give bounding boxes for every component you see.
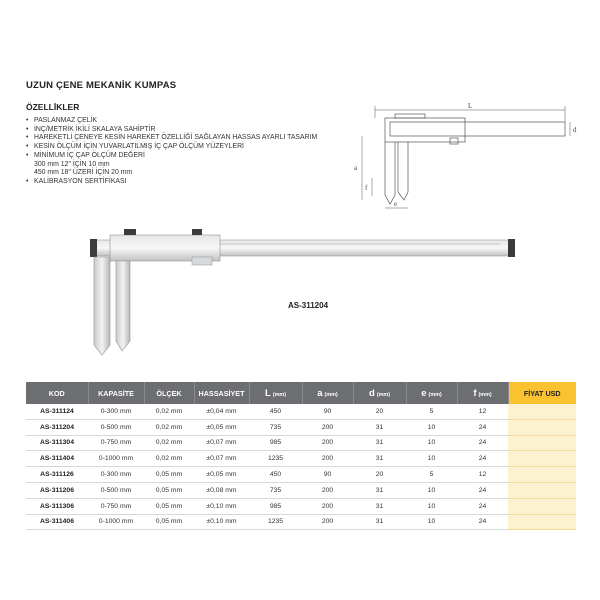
table-cell: 0-500 mm: [88, 482, 144, 498]
dimension-label-f: f: [365, 184, 368, 192]
column-header-label: L: [265, 387, 271, 399]
table-cell: 1235: [249, 451, 302, 467]
table-cell: 10: [406, 419, 457, 435]
table-header-row: [26, 382, 576, 404]
column-header: [302, 382, 353, 404]
product-code-cell: AS-311304: [26, 435, 88, 451]
caliper-image: [80, 215, 520, 375]
table-cell: 24: [457, 498, 508, 514]
table-cell: 31: [353, 482, 406, 498]
table-row: [26, 404, 576, 419]
bullet-icon: •: [26, 177, 29, 185]
table-cell: 10: [406, 451, 457, 467]
feature-text: 450 mm 18" ÜZERİ İÇİN 20 mm: [34, 169, 133, 177]
table-cell: ±0,10 mm: [194, 498, 249, 514]
table-row: [26, 514, 576, 530]
table-row: [26, 482, 576, 498]
table-cell: 24: [457, 419, 508, 435]
column-header-label: FİYAT USD: [523, 388, 561, 398]
specification-table: [26, 382, 576, 530]
table-cell: 0,02 mm: [144, 451, 194, 467]
bullet-icon: •: [26, 134, 29, 142]
product-model-label: AS-311204: [288, 301, 329, 310]
column-header-label: f: [473, 387, 477, 399]
table-row: [26, 498, 576, 514]
table-cell: 0-1000 mm: [88, 451, 144, 467]
table-cell: 24: [457, 482, 508, 498]
table-cell: 31: [353, 419, 406, 435]
feature-text: MİNİMUM İÇ ÇAP ÖLÇÜM DEĞERİ: [34, 151, 145, 159]
column-header-unit: (mm): [376, 391, 390, 398]
table-cell: 200: [302, 451, 353, 467]
price-cell: [508, 482, 576, 498]
bullet-icon: •: [26, 151, 29, 159]
price-cell: [508, 467, 576, 483]
product-code-cell: AS-311404: [26, 451, 88, 467]
column-header: [26, 382, 88, 404]
bullet-icon: •: [26, 125, 29, 133]
column-header-label: e: [421, 387, 427, 399]
product-code-cell: AS-311406: [26, 514, 88, 530]
column-header-unit: (mm): [428, 391, 442, 398]
table-cell: 0-750 mm: [88, 498, 144, 514]
dimension-label-a: a: [354, 164, 358, 172]
dimension-label-e: e: [394, 200, 398, 208]
table-cell: ±0,05 mm: [194, 419, 249, 435]
dimension-label-l: L: [468, 102, 473, 110]
table-cell: 5: [406, 467, 457, 483]
table-cell: ±0,07 mm: [194, 451, 249, 467]
table-cell: 24: [457, 514, 508, 530]
column-header: [249, 382, 302, 404]
table-row: [26, 435, 576, 451]
feature-text: İNÇ/METRİK İKİLİ SKALAYA SAHİPTİR: [34, 125, 156, 133]
dimension-label-d: d: [573, 126, 577, 134]
table-cell: 1235: [249, 514, 302, 530]
price-cell: [508, 498, 576, 514]
table-cell: 24: [457, 451, 508, 467]
table-cell: 0-500 mm: [88, 419, 144, 435]
table-cell: 20: [353, 467, 406, 483]
column-header-label: KAPASİTE: [98, 388, 134, 398]
page-title: UZUN ÇENE MEKANİK KUMPAS: [26, 80, 177, 91]
table-cell: 31: [353, 514, 406, 530]
table-cell: 0,05 mm: [144, 482, 194, 498]
feature-item: [26, 169, 317, 178]
table-cell: 12: [457, 467, 508, 483]
column-header: [88, 382, 144, 404]
table-cell: 200: [302, 514, 353, 530]
table-row: [26, 419, 576, 435]
table-cell: 450: [249, 404, 302, 419]
feature-text: 300 mm 12" İÇİN 10 mm: [34, 160, 110, 168]
column-header: [353, 382, 406, 404]
table-cell: 200: [302, 435, 353, 451]
bullet-icon: •: [26, 143, 29, 151]
table-cell: 31: [353, 435, 406, 451]
column-header: [457, 382, 508, 404]
table-cell: 735: [249, 482, 302, 498]
price-cell: [508, 419, 576, 435]
column-header-label: HASSASİYET: [198, 388, 245, 398]
table-cell: 200: [302, 419, 353, 435]
feature-item: [26, 117, 317, 126]
table-cell: 0,02 mm: [144, 404, 194, 419]
column-header-unit: (mm): [272, 391, 286, 398]
price-cell: [508, 451, 576, 467]
features-heading: ÖZELLİKLER: [26, 102, 80, 112]
column-header-label: a: [317, 387, 323, 399]
feature-item: [26, 152, 317, 161]
feature-text: KALİBRASYON SERTİFİKASI: [34, 177, 127, 185]
product-code-cell: AS-311124: [26, 404, 88, 419]
table-cell: 5: [406, 404, 457, 419]
table-cell: 90: [302, 467, 353, 483]
product-code-cell: AS-311204: [26, 419, 88, 435]
column-header-label: d: [369, 387, 375, 399]
table-cell: 0,05 mm: [144, 467, 194, 483]
table-cell: 0,05 mm: [144, 498, 194, 514]
product-code-cell: AS-311306: [26, 498, 88, 514]
column-header: [508, 382, 576, 404]
feature-text: HAREKETLİ ÇENEYE KESİN HAREKET ÖZELLİĞİ SAĞLAYAN HASSAS AYARLI TASARIM: [34, 134, 318, 142]
table-cell: 24: [457, 435, 508, 451]
table-cell: 0-300 mm: [88, 404, 144, 419]
price-cell: [508, 514, 576, 530]
column-header: [144, 382, 194, 404]
column-header-label: KOD: [48, 388, 65, 398]
table-cell: 985: [249, 435, 302, 451]
column-header-label: ÖLÇEK: [156, 388, 182, 398]
table-cell: 0-750 mm: [88, 435, 144, 451]
table-cell: ±0,05 mm: [194, 467, 249, 483]
feature-item: [26, 178, 317, 187]
product-code-cell: AS-311126: [26, 467, 88, 483]
feature-item: [26, 161, 317, 170]
feature-item: [26, 134, 317, 143]
price-cell: [508, 435, 576, 451]
table-cell: 735: [249, 419, 302, 435]
feature-item: [26, 143, 317, 152]
table-cell: 0-1000 mm: [88, 514, 144, 530]
table-cell: ±0,08 mm: [194, 482, 249, 498]
table-cell: 12: [457, 404, 508, 419]
table-cell: 31: [353, 498, 406, 514]
product-code-cell: AS-311206: [26, 482, 88, 498]
table-cell: 0,02 mm: [144, 435, 194, 451]
table-cell: ±0,04 mm: [194, 404, 249, 419]
table-cell: ±0,07 mm: [194, 435, 249, 451]
table-cell: 10: [406, 498, 457, 514]
table-cell: 200: [302, 482, 353, 498]
table-row: [26, 467, 576, 483]
column-header-unit: (mm): [478, 391, 492, 398]
table-cell: 10: [406, 514, 457, 530]
table-row: [26, 451, 576, 467]
table-cell: 31: [353, 451, 406, 467]
price-cell: [508, 404, 576, 419]
table-cell: 0,02 mm: [144, 419, 194, 435]
column-header: [406, 382, 457, 404]
table-cell: 90: [302, 404, 353, 419]
table-cell: 450: [249, 467, 302, 483]
bullet-icon: •: [26, 117, 29, 124]
feature-text: PASLANMAZ ÇELİK: [34, 117, 98, 124]
table-cell: 985: [249, 498, 302, 514]
column-header-unit: (mm): [324, 391, 338, 398]
table-cell: 20: [353, 404, 406, 419]
column-header: [194, 382, 249, 404]
dimension-diagram: [350, 100, 580, 215]
feature-text: KESİN ÖLÇÜM İÇİN YUVARLATILMIŞ İÇ ÇAP ÖLÇÜM YÜZEYLERİ: [34, 143, 244, 151]
table-cell: 200: [302, 498, 353, 514]
table-cell: 10: [406, 435, 457, 451]
features-list: [26, 117, 317, 187]
table-cell: 10: [406, 482, 457, 498]
table-cell: 0,05 mm: [144, 514, 194, 530]
table-cell: ±0,10 mm: [194, 514, 249, 530]
table-cell: 0-300 mm: [88, 467, 144, 483]
